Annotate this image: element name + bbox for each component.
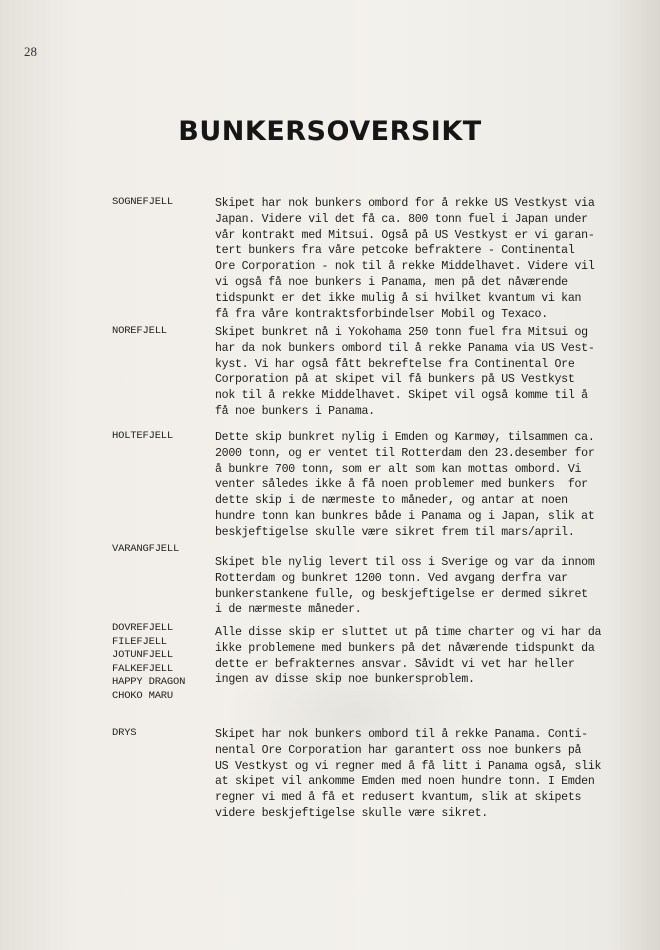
ship-names bbox=[112, 196, 222, 210]
ship-names bbox=[112, 543, 222, 557]
text-line: Skipet har nok bunkers ombord til å rekke Panama. Conti- bbox=[215, 728, 588, 741]
entry-text bbox=[215, 555, 600, 618]
text-line: Rotterdam og bunkret 1200 tonn. Ved avgang derfra var bbox=[215, 571, 568, 585]
ship-name: CHOKO MARU bbox=[112, 689, 174, 702]
text-line: hundre tonn kan bunkres både i Panama og i Japan, slik at bbox=[215, 509, 595, 523]
text-line: få noe bunkers i Panama. bbox=[215, 404, 375, 418]
text-line: vår kontrakt med Mitsui. Også på US Vestkyst er vi garan- bbox=[215, 228, 595, 242]
text-line: videre beskjeftigelse skulle være sikret. bbox=[215, 806, 488, 820]
text-line: 2000 tonn, og er ventet til Rotterdam den 23.desember for bbox=[215, 446, 595, 460]
ship-name: NOREFJELL bbox=[112, 325, 167, 337]
entry-text bbox=[215, 196, 600, 322]
text-line: Japan. Videre vil det få ca. 800 tonn fuel i Japan under bbox=[215, 212, 588, 226]
text-line: tert bunkers fra våre petcoke befraktere - Continental bbox=[215, 244, 575, 258]
ship-name: DOVREFJELL bbox=[112, 622, 174, 634]
text-line: i de nærmeste måneder. bbox=[215, 603, 362, 617]
ship-names bbox=[112, 727, 222, 741]
text-line: å bunkre 700 tonn, som er alt som kan mottas ombord. Vi bbox=[215, 462, 582, 476]
text-line: nok til å rekke Middelhavet. Skipet vil også komme til å bbox=[215, 389, 588, 403]
text-line: Alle disse skip er sluttet ut på time charter og vi har da bbox=[215, 626, 602, 639]
entry-text bbox=[215, 727, 600, 822]
text-line: Dette skip bunkret nylig i Emden og Karmøy, tilsammen ca. bbox=[215, 431, 595, 444]
ship-name: VARANGFJELL bbox=[112, 543, 180, 555]
page-title: BUNKERSOVERSIKT bbox=[178, 116, 482, 147]
text-line: venter således ikke å få noen problemer med bunkers for bbox=[215, 478, 588, 492]
ship-name: HAPPY DRAGON bbox=[112, 676, 186, 689]
text-line: Skipet ble nylig levert til oss i Sverige og var da innom bbox=[215, 556, 595, 569]
ship-name: SOGNEFJELL bbox=[112, 196, 174, 208]
text-line: US Vestkyst og vi regner med å få litt i Panama også, slik bbox=[215, 759, 602, 773]
text-line: dette skip i de nærmeste to måneder, og antar at noen bbox=[215, 494, 568, 508]
text-line: regner vi med å få et redusert kvantum, slik at skipets bbox=[215, 791, 582, 805]
text-line: bunkerstankene fulle, og beskjeftigelse er dermed sikret bbox=[215, 587, 588, 601]
ship-name: JOTUNFJELL bbox=[112, 649, 174, 662]
text-line: har da nok bunkers ombord til å rekke Panama via US Vest- bbox=[215, 341, 595, 355]
ship-name: FALKEFJELL bbox=[112, 662, 174, 675]
text-line: Skipet har nok bunkers ombord for å rekke US Vestkyst via bbox=[215, 197, 595, 210]
text-line: Ore Corporation - nok til å rekke Middelhavet. Videre vil bbox=[215, 260, 595, 274]
text-line: dette er befrakternes ansvar. Såvidt vi vet har heller bbox=[215, 657, 575, 671]
text-line: Corporation på at skipet vil få bunkers på US Vestkyst bbox=[215, 373, 575, 387]
text-line: kyst. Vi har også fått bekreftelse fra Continental Ore bbox=[215, 357, 575, 371]
entry-text bbox=[215, 325, 600, 420]
ship-names bbox=[112, 622, 222, 704]
ship-name: DRYS bbox=[112, 727, 137, 739]
ship-name: HOLTEFJELL bbox=[112, 430, 174, 442]
ship-name: FILEFJELL bbox=[112, 635, 167, 648]
ship-names bbox=[112, 325, 222, 339]
text-line: nental Ore Corporation har garantert oss noe bunkers på bbox=[215, 743, 582, 757]
text-line: at skipet vil ankomme Emden med noen hundre tonn. I Emden bbox=[215, 775, 595, 789]
ship-names bbox=[112, 430, 222, 444]
text-line: vi også få noe bunkers i Panama, men på det nåværende bbox=[215, 275, 568, 289]
text-line: ingen av disse skip noe bunkersproblem. bbox=[215, 673, 475, 687]
text-line: tidspunkt er det ikke mulig å si hvilket kvantum vi kan bbox=[215, 291, 582, 305]
text-line: beskjeftigelse skulle være sikret frem til mars/april. bbox=[215, 525, 575, 539]
text-line: få fra våre kontraktsforbindelser Mobil og Texaco. bbox=[215, 307, 548, 321]
text-line: ikke problemene med bunkers på det nåværende tidspunkt da bbox=[215, 641, 595, 655]
entry-text bbox=[215, 430, 600, 541]
text-line: Skipet bunkret nå i Yokohama 250 tonn fuel fra Mitsui og bbox=[215, 326, 588, 339]
entry-text bbox=[215, 625, 600, 688]
page-number: 28 bbox=[24, 44, 37, 59]
